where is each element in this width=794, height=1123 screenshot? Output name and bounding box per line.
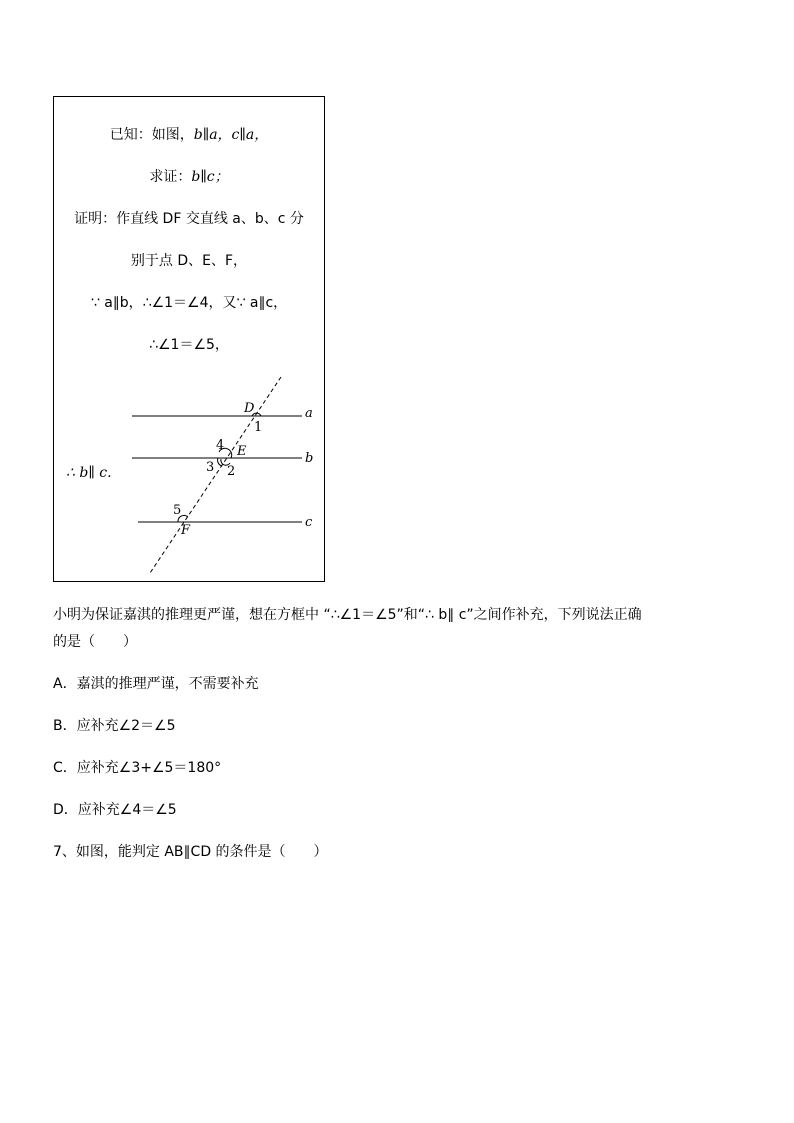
question-stem-line-1: 小明为保证嘉淇的推理更严谨，想在方框中 “∴∠1＝∠5”和“∴ b∥ c”之间作补充，下列说法正确 xyxy=(53,607,642,623)
option-d[interactable]: D．应补充∠4＝∠5 xyxy=(53,802,177,818)
transversal-df xyxy=(150,377,281,573)
prove-label: 求证： xyxy=(149,169,192,185)
proof-step-4: ∴∠1＝∠5， xyxy=(149,337,229,353)
given-label: 已知：如图， xyxy=(109,127,194,143)
proof-step-3: ∵ a∥b，∴∠1＝∠4，又∵ a∥c， xyxy=(90,295,288,311)
next-question-stem: 7、如图，能判定 AB∥CD 的条件是（ ） xyxy=(53,844,328,860)
option-a[interactable]: A．嘉淇的推理严谨，不需要补充 xyxy=(53,676,259,692)
question-stem-line-2: 的是（ ） xyxy=(53,634,137,650)
label-angle-5: 5 xyxy=(173,503,182,518)
label-f: F xyxy=(181,523,191,538)
label-d: D xyxy=(244,401,255,416)
label-angle-4: 4 xyxy=(216,438,225,453)
option-b[interactable]: B．应补充∠2＝∠5 xyxy=(53,718,176,734)
label-angle-1: 1 xyxy=(254,420,263,435)
label-e: E xyxy=(237,444,247,459)
prove-math: b∥c； xyxy=(191,169,229,185)
proof-step-1: 证明：作直线 DF 交直线 a、b、c 分 xyxy=(74,211,304,227)
label-c: c xyxy=(305,515,313,530)
parallel-lines-figure xyxy=(54,97,326,583)
given-math: b∥a，c∥a， xyxy=(193,127,269,143)
label-angle-3: 3 xyxy=(206,460,215,475)
label-b: b xyxy=(305,451,314,466)
proof-conclusion: ∴ b∥ c. xyxy=(66,465,112,481)
label-a: a xyxy=(305,406,313,421)
option-c[interactable]: C．应补充∠3+∠5＝180° xyxy=(53,760,222,776)
proof-step-2: 别于点 D、E、F， xyxy=(130,253,248,269)
label-angle-2: 2 xyxy=(227,464,236,479)
proof-box xyxy=(53,96,325,582)
